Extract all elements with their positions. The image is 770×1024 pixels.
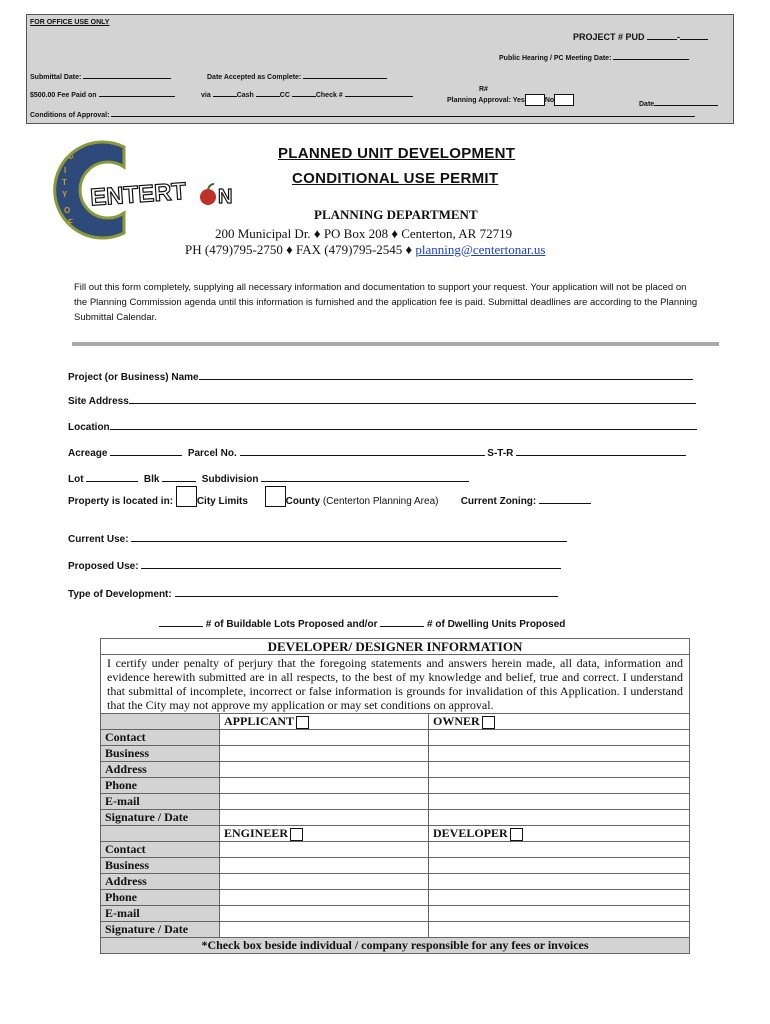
svg-text:F: F bbox=[68, 218, 73, 227]
row-label: Address bbox=[101, 874, 220, 890]
intro-text: Fill out this form completely, supplying all necessary information and documentation to support your request. Your application will not be placed on the Planning Commission agenda until this information is furnished and the application fee is paid. Submittal deadlines are according to the Planning Submittal Calendar. bbox=[74, 282, 698, 323]
project-name-field[interactable]: Project (or Business) Name bbox=[68, 368, 693, 383]
proposed-use-field[interactable]: Proposed Use: bbox=[68, 557, 561, 572]
table-footer-note: *Check box beside individual / company responsible for any fees or invoices bbox=[101, 938, 690, 954]
svg-text:T: T bbox=[62, 178, 67, 187]
engineer-checkbox[interactable] bbox=[290, 828, 303, 841]
buildable-lots-input[interactable] bbox=[159, 615, 203, 627]
blk-input[interactable] bbox=[162, 470, 196, 482]
developer-phone-cell[interactable] bbox=[429, 890, 690, 906]
engineer-phone-cell[interactable] bbox=[220, 890, 429, 906]
conditions-label: Conditions of Approval: bbox=[30, 108, 695, 119]
office-use-box bbox=[26, 14, 734, 124]
type-of-development-field[interactable]: Type of Development: bbox=[68, 585, 558, 600]
accepted-date-label: Date Accepted as Complete: bbox=[207, 70, 387, 81]
lot-blk-subdivision-row: Lot Blk Subdivision bbox=[68, 470, 469, 485]
department-contact: PH (479)795-2750 ♦ FAX (479)795-2545 ♦ planning@centertonar.us bbox=[185, 242, 546, 257]
engineer-address-cell[interactable] bbox=[220, 874, 429, 890]
engineer-email-cell[interactable] bbox=[220, 906, 429, 922]
svg-text:O: O bbox=[64, 206, 71, 215]
subdivision-input[interactable] bbox=[261, 470, 469, 482]
site-address-field[interactable]: Site Address bbox=[68, 392, 696, 407]
row-label: Phone bbox=[101, 778, 220, 794]
applicant-phone-cell[interactable] bbox=[220, 778, 429, 794]
r-number-label: R# bbox=[479, 86, 488, 93]
row-label: Signature / Date bbox=[101, 810, 220, 826]
owner-address-cell[interactable] bbox=[429, 762, 690, 778]
applicant-contact-cell[interactable] bbox=[220, 730, 429, 746]
row-label: Business bbox=[101, 746, 220, 762]
owner-phone-cell[interactable] bbox=[429, 778, 690, 794]
developer-address-cell[interactable] bbox=[429, 874, 690, 890]
department-address: 200 Municipal Dr. ♦ PO Box 208 ♦ Centerton, AR 72719 bbox=[215, 226, 513, 241]
hearing-date-label: Public Hearing / PC Meeting Date: bbox=[499, 51, 689, 62]
svg-text:I: I bbox=[64, 166, 67, 175]
logo-name: ENTERT bbox=[89, 177, 188, 212]
row-label: Contact bbox=[101, 730, 220, 746]
engineer-business-cell[interactable] bbox=[220, 858, 429, 874]
page-subtitle: CONDITIONAL USE PERMIT bbox=[292, 170, 499, 187]
str-input[interactable] bbox=[516, 444, 686, 456]
payment-method-label: via Cash CC Check # bbox=[201, 88, 413, 99]
svg-text:C: C bbox=[65, 150, 76, 162]
email-link[interactable]: planning@centertonar.us bbox=[415, 242, 546, 257]
owner-header: OWNER bbox=[429, 714, 690, 730]
svg-text:N: N bbox=[218, 186, 233, 208]
row-label: Business bbox=[101, 858, 220, 874]
row-label: E-mail bbox=[101, 906, 220, 922]
owner-contact-cell[interactable] bbox=[429, 730, 690, 746]
owner-checkbox[interactable] bbox=[482, 716, 495, 729]
parcel-input[interactable] bbox=[240, 444, 485, 456]
applicant-email-cell[interactable] bbox=[220, 794, 429, 810]
submittal-date-label: Submittal Date: bbox=[30, 70, 171, 81]
table-heading: DEVELOPER/ DESIGNER INFORMATION bbox=[101, 639, 690, 655]
developer-header: DEVELOPER bbox=[429, 826, 690, 842]
developer-info-table bbox=[100, 638, 690, 954]
location-field[interactable]: Location bbox=[68, 418, 697, 433]
owner-email-cell[interactable] bbox=[429, 794, 690, 810]
svg-text:Y: Y bbox=[62, 190, 68, 199]
county-checkbox[interactable] bbox=[265, 486, 286, 507]
property-location-row: Property is located in: City Limits County (Centerton Planning Area) Current Zoning: bbox=[68, 486, 591, 507]
row-label: Signature / Date bbox=[101, 922, 220, 938]
apple-icon bbox=[200, 189, 216, 205]
developer-business-cell[interactable] bbox=[429, 858, 690, 874]
engineer-signature-cell[interactable] bbox=[220, 922, 429, 938]
engineer-header: ENGINEER bbox=[220, 826, 429, 842]
row-label: Contact bbox=[101, 842, 220, 858]
lots-units-row: # of Buildable Lots Proposed and/or # of Dwelling Units Proposed bbox=[159, 615, 565, 630]
current-zoning-input[interactable] bbox=[539, 492, 591, 504]
acreage-input[interactable] bbox=[110, 444, 182, 456]
applicant-address-cell[interactable] bbox=[220, 762, 429, 778]
fee-paid-label: $500.00 Fee Paid on bbox=[30, 88, 175, 99]
department-name: PLANNING DEPARTMENT bbox=[314, 207, 478, 222]
row-label: E-mail bbox=[101, 794, 220, 810]
developer-email-cell[interactable] bbox=[429, 906, 690, 922]
developer-checkbox[interactable] bbox=[510, 828, 523, 841]
office-heading: FOR OFFICE USE ONLY bbox=[30, 19, 110, 26]
dwelling-units-input[interactable] bbox=[380, 615, 424, 627]
lot-input[interactable] bbox=[86, 470, 138, 482]
applicant-business-cell[interactable] bbox=[220, 746, 429, 762]
developer-contact-cell[interactable] bbox=[429, 842, 690, 858]
certification-text: I certify under penalty of perjury that the foregoing statements and answers herein made, all data, information and evidence herewith submitted are in all respects, to the best of my knowledge and belief, true and correct. I understand that submittal of incomplete, incorrect or false information is grounds for invalidation of this Application. I understand that the City may not approve my application or may set conditions on approval. bbox=[101, 655, 690, 714]
applicant-checkbox[interactable] bbox=[296, 716, 309, 729]
applicant-header: APPLICANT bbox=[220, 714, 429, 730]
applicant-signature-cell[interactable] bbox=[220, 810, 429, 826]
project-number-label: PROJECT # PUD - bbox=[573, 28, 708, 42]
acreage-parcel-str-row: Acreage Parcel No. S-T-R bbox=[68, 444, 686, 459]
city-limits-checkbox[interactable] bbox=[176, 486, 197, 507]
owner-signature-cell[interactable] bbox=[429, 810, 690, 826]
page-title: PLANNED UNIT DEVELOPMENT bbox=[278, 145, 516, 162]
current-use-field[interactable]: Current Use: bbox=[68, 530, 567, 545]
approval-date-label: Date bbox=[639, 97, 718, 108]
row-label: Phone bbox=[101, 890, 220, 906]
owner-business-cell[interactable] bbox=[429, 746, 690, 762]
engineer-contact-cell[interactable] bbox=[220, 842, 429, 858]
developer-signature-cell[interactable] bbox=[429, 922, 690, 938]
planning-approval-label: Planning Approval: Yes No bbox=[447, 94, 574, 106]
row-label: Address bbox=[101, 762, 220, 778]
section-divider bbox=[72, 342, 719, 346]
